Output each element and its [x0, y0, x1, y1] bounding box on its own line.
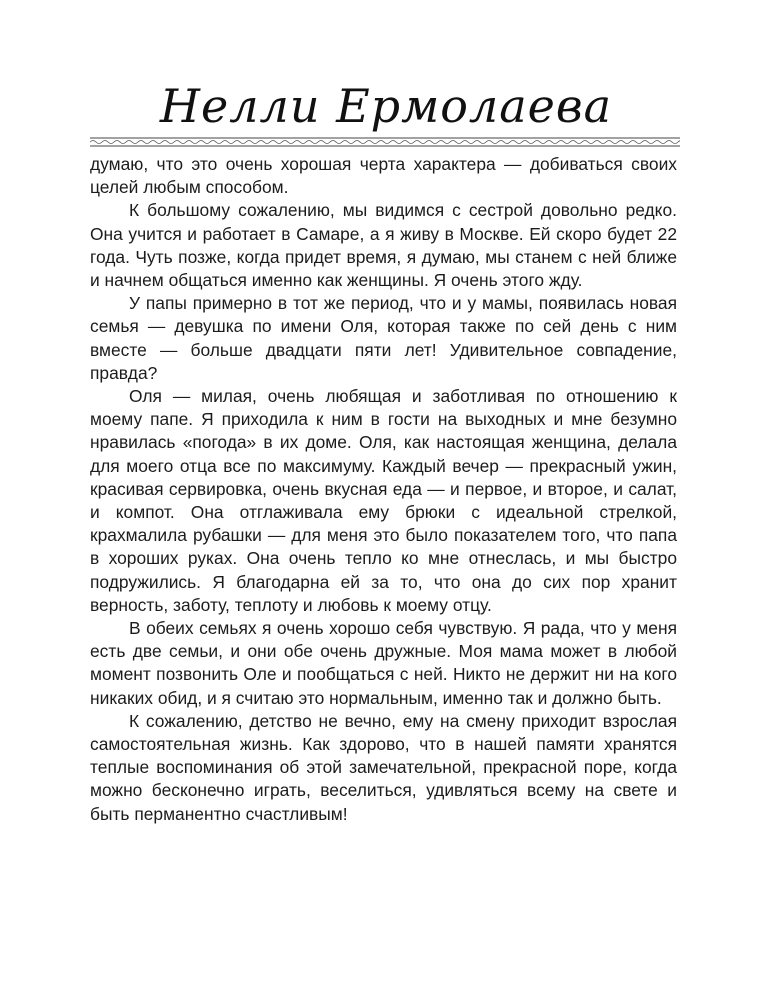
paragraph-1: думаю, что это очень хорошая черта характера — добиваться своих целей любым способом. — [90, 154, 677, 198]
running-header-author: Нелли Ермолаева — [159, 79, 613, 133]
paragraph-5: В обеих семьях я очень хорошо себя чувствую. Я рада, что у меня есть две семьи, и они обе очень дружные. Моя мама может в любой момент позвонить Оле и пообщаться с ней. Никто не держит ни на кого никаких обид, и я считаю это нормальным, именно так и должно быть. — [90, 618, 677, 708]
header-ornamental-rule — [90, 136, 680, 148]
paragraph-6: К сожалению, детство не вечно, ему на смену приходит взрослая самостоятельная жизнь. Как здорово, что в нашей памяти хранятся теплые воспоминания об этой замечательной, прекрасной поре, когда можно бесконечно играть, веселиться, удивляться всему на свете и быть перманентно счастливым! — [90, 710, 677, 824]
body-text — [90, 153, 677, 826]
paragraph-4: Оля — милая, очень любящая и заботливая по отношению к моему папе. Я приходила к ним в гости на выходных и мне безумно нравилась «погода» в их доме. Оля, как настоящая женщина, делала для моего отца все по максимуму. Каждый вечер — прекрасный ужин, красивая сервировка, очень вкусная еда — и первое, и второе, и салат, и компот. Она отглаживала ему брюки с идеальной стрелкой, крахмалила рубашки — для меня это было показателем того, что папа в хороших руках. Она очень тепло ко мне отнеслась, и мы быстро подружились. Я благодарна ей за то, что она до сих пор хранит верность, заботу, теплоту и любовь к моему отцу. — [90, 386, 677, 615]
paragraph-3: У папы примерно в тот же период, что и у мамы, появилась новая семья — девушка по имени Оля, которая также по сей день с ним вместе — больше двадцати пяти лет! Удивительное совпадение, правда? — [90, 293, 677, 383]
paragraph-2: К большому сожалению, мы видимся с сестрой довольно редко. Она учится и работает в Самаре, а я живу в Москве. Ей скоро будет 22 года. Чуть позже, когда придет время, я думаю, мы станем с ней ближе и начнем общаться именно как женщины. Я очень этого жду. — [90, 200, 677, 291]
